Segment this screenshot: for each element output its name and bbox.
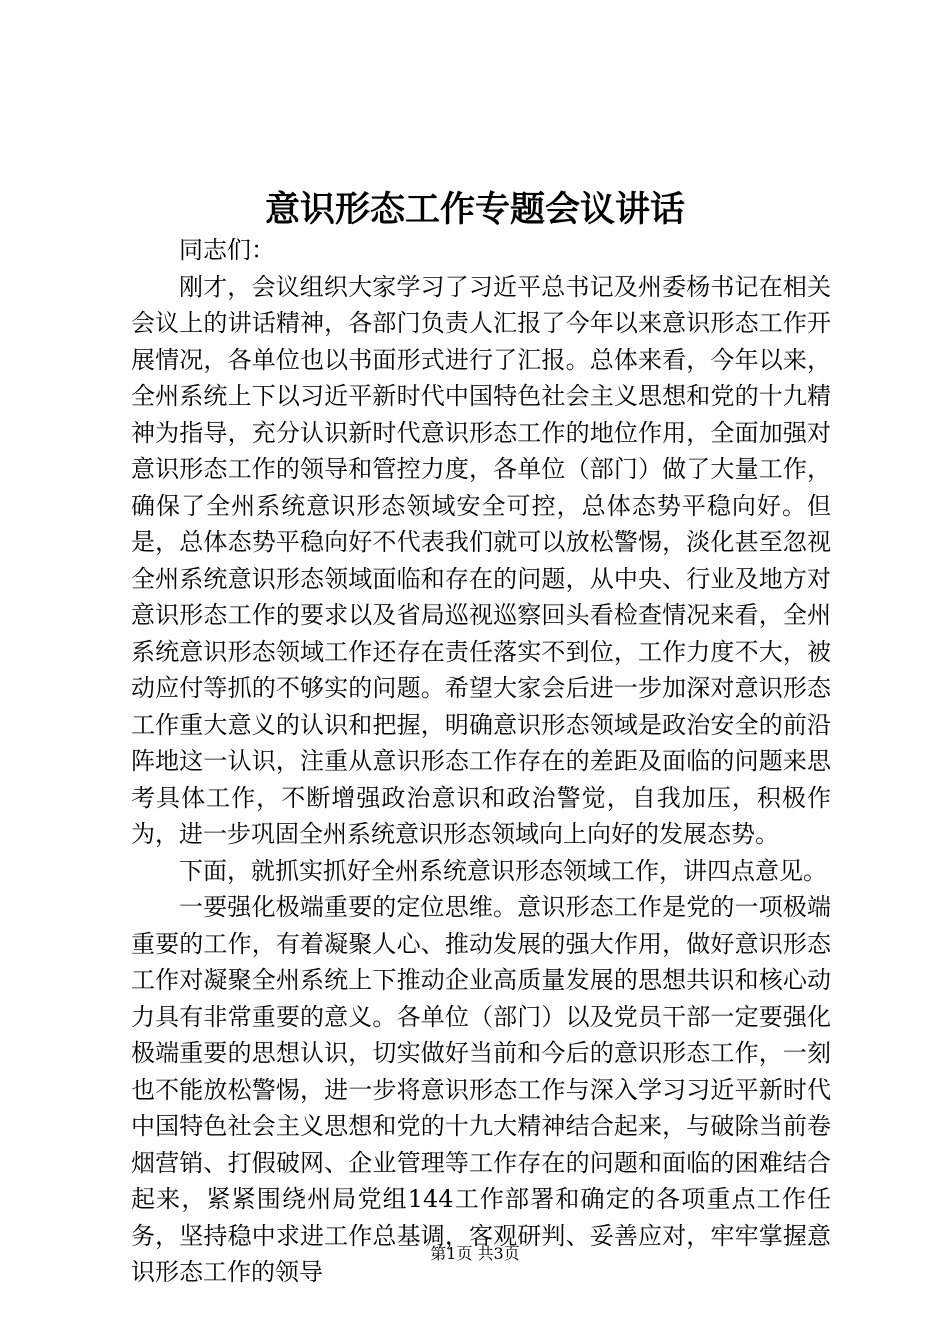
page-number: 第1页 共3页	[430, 1244, 520, 1263]
paragraph-3: 一要强化极端重要的定位思维。意识形态工作是党的一项极端重要的工作，有着凝聚人心、推动发展的强大作用，做好意识形态工作对凝聚全州系统上下推动企业高质量发展的思想共识和核心动力具有非常重要的意义。各单位（部门）以及党员干部一定要强化极端重要的思想认识，切实做好当前和今后的意识形态工作，一刻也不能放松警惕，进一步将意识形态工作与深入学习习近平新时代中国特色社会主义思想和党的十九大精神结合起来，与破除当前卷烟营销、打假破网、企业管理等工作存在的问题和面临的困难结合起来，紧紧围绕州局党组144工作部署和确定的各项重点工作任务，坚持稳中求进工作总基调，客观研判、妥善应对，牢牢掌握意识形态工作的领导	[131, 893, 831, 1286]
document-body	[131, 232, 831, 1291]
paragraph-1: 刚才，会议组织大家学习了习近平总书记及州委杨书记在相关会议上的讲话精神，各部门负责人汇报了今年以来意识形态工作开展情况，各单位也以书面形式进行了汇报。总体来看，今年以来，全州系统上下以习近平新时代中国特色社会主义思想和党的十九精神为指导，充分认识新时代意识形态工作的地位作用，全面加强对意识形态工作的领导和管控力度，各单位（部门）做了大量工作，确保了全州系统意识形态领域安全可控，总体态势平稳向好。但是，总体态势平稳向好不代表我们就可以放松警惕，淡化甚至忽视全州系统意识形态领域面临和存在的问题，从中央、行业及地方对意识形态工作的要求以及省局巡视巡察回头看检查情况来看，全州系统意识形态领域工作还存在责任落实不到位，工作力度不大，被动应付等抓的不够实的问题。希望大家会后进一步加深对意识形态工作重大意义的认识和把握，明确意识形态领域是政治安全的前沿阵地这一认识，注重从意识形态工作存在的差距及面临的问题来思考具体工作，不断增强政治意识和政治警觉，自我加压，积极作为，进一步巩固全州系统意识形态领域向上向好的发展态势。	[131, 272, 831, 848]
document-title: 意识形态工作专题会议讲话	[264, 189, 685, 230]
salutation: 同志们：	[179, 236, 275, 264]
paragraph-2: 下面，就抓实抓好全州系统意识形态领域工作，讲四点意见。	[179, 856, 827, 885]
